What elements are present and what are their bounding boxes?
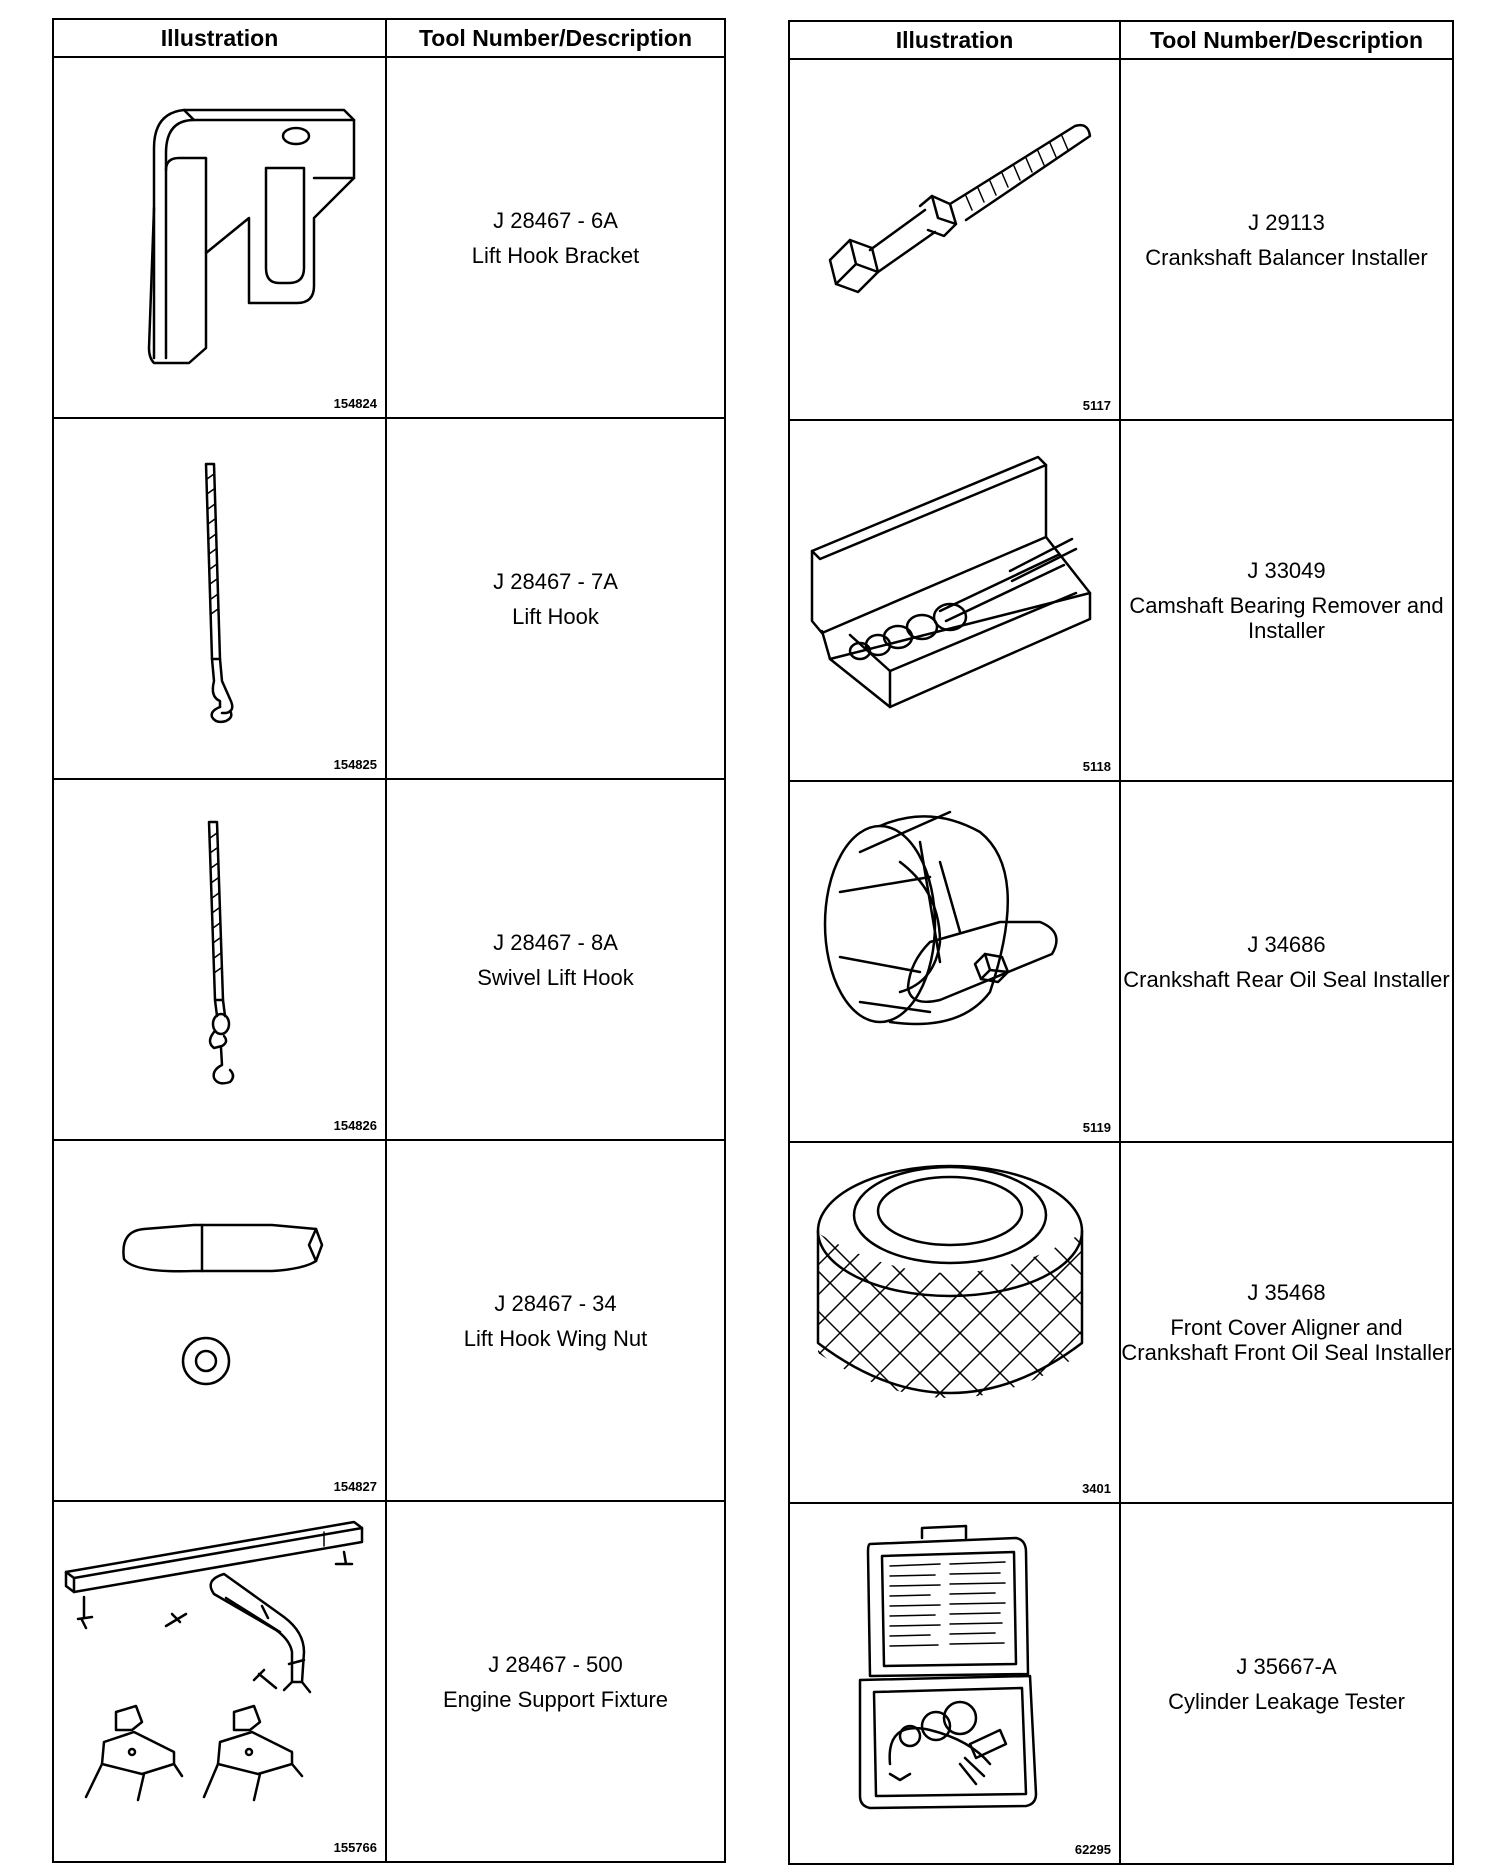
tool-number: J 29113 <box>1248 209 1325 235</box>
illustration-cell <box>789 420 1120 781</box>
table-row <box>53 779 725 1140</box>
table-row <box>789 1142 1453 1503</box>
tool-number: J 33049 <box>1247 558 1326 583</box>
table-row <box>53 1501 725 1862</box>
tool-description-cell <box>386 1140 725 1501</box>
tool-header: Tool Number/Description <box>1120 21 1453 59</box>
figure-number: 155766 <box>333 1840 377 1855</box>
illustration-header: Illustration <box>789 21 1120 59</box>
figure-number: 154824 <box>333 396 377 411</box>
table-row <box>789 59 1453 420</box>
tool-number: J 28467 - 500 <box>488 1651 623 1677</box>
table-row <box>53 57 725 418</box>
figure-number: 5119 <box>1082 1120 1111 1135</box>
tool-name: Engine Support Fixture <box>442 1686 669 1712</box>
leakage-tester-case-icon <box>790 1504 1119 1863</box>
table-row <box>789 781 1453 1142</box>
bearing-tool-case-icon <box>790 421 1119 780</box>
lift-hook-icon <box>54 419 385 778</box>
tools-table-left <box>52 18 726 1863</box>
tool-number: J 28467 - 7A <box>493 568 618 594</box>
illustration-cell <box>53 418 386 779</box>
header-row <box>789 21 1453 59</box>
tool-name: Camshaft Bearing Remover and Installer <box>1129 593 1444 643</box>
figure-number: 5117 <box>1082 398 1111 413</box>
wing-nut-icon <box>54 1141 385 1500</box>
tool-description-cell <box>386 418 725 779</box>
tool-number: J 28467 - 8A <box>493 929 618 955</box>
tool-name: Crankshaft Balancer Installer <box>1145 244 1428 270</box>
illustration-cell <box>53 779 386 1140</box>
illustration-cell <box>789 781 1120 1142</box>
illustration-cell <box>53 1501 386 1862</box>
tool-name: Cylinder Leakage Tester <box>1168 1688 1405 1714</box>
illustration-cell <box>789 1503 1120 1864</box>
tool-description-cell <box>386 779 725 1140</box>
illustration-cell <box>789 1142 1120 1503</box>
table-row <box>53 418 725 779</box>
illustration-header: Illustration <box>53 19 386 57</box>
figure-number: 62295 <box>1074 1842 1111 1857</box>
tool-name: Crankshaft Rear Oil Seal Installer <box>1123 966 1450 992</box>
illustration-cell <box>53 57 386 418</box>
lift-hook-bracket-icon <box>54 58 385 417</box>
table-row <box>53 1140 725 1501</box>
header-row <box>53 19 725 57</box>
swivel-lift-hook-icon <box>54 780 385 1139</box>
front-cover-aligner-icon <box>790 1143 1119 1502</box>
figure-number: 3401 <box>1082 1481 1111 1496</box>
figure-number: 154826 <box>333 1118 377 1133</box>
tool-name: Swivel Lift Hook <box>477 964 634 990</box>
tools-table-right <box>788 20 1454 1865</box>
tool-description-cell <box>386 57 725 418</box>
tool-description-cell <box>1120 59 1453 420</box>
figure-number: 154827 <box>333 1479 377 1494</box>
engine-support-fixture-icon <box>54 1502 385 1861</box>
tool-description-cell <box>1120 1142 1453 1503</box>
tool-header: Tool Number/Description <box>386 19 725 57</box>
tool-number: J 28467 - 34 <box>494 1290 617 1316</box>
illustration-cell <box>789 59 1120 420</box>
tool-number: J 35468 <box>1247 1280 1326 1305</box>
tool-description-cell <box>1120 420 1453 781</box>
tool-number: J 35667-A <box>1236 1653 1337 1679</box>
table-row <box>789 420 1453 781</box>
tool-name: Front Cover Aligner and Crankshaft Front Oil Seal Installer <box>1121 1315 1452 1365</box>
tool-description-cell <box>1120 1503 1453 1864</box>
tool-name: Lift Hook Bracket <box>471 242 640 268</box>
figure-number: 5118 <box>1082 759 1111 774</box>
tool-description-cell <box>1120 781 1453 1142</box>
table-row <box>789 1503 1453 1864</box>
tool-description-cell <box>386 1501 725 1862</box>
tool-number: J 34686 <box>1247 931 1326 957</box>
tool-number: J 28467 - 6A <box>493 207 618 233</box>
figure-number: 154825 <box>333 757 377 772</box>
illustration-cell <box>53 1140 386 1501</box>
tool-name: Lift Hook Wing Nut <box>463 1325 648 1351</box>
rear-seal-installer-icon <box>790 782 1119 1141</box>
balancer-installer-icon <box>790 60 1119 419</box>
tool-name: Lift Hook <box>512 603 599 629</box>
